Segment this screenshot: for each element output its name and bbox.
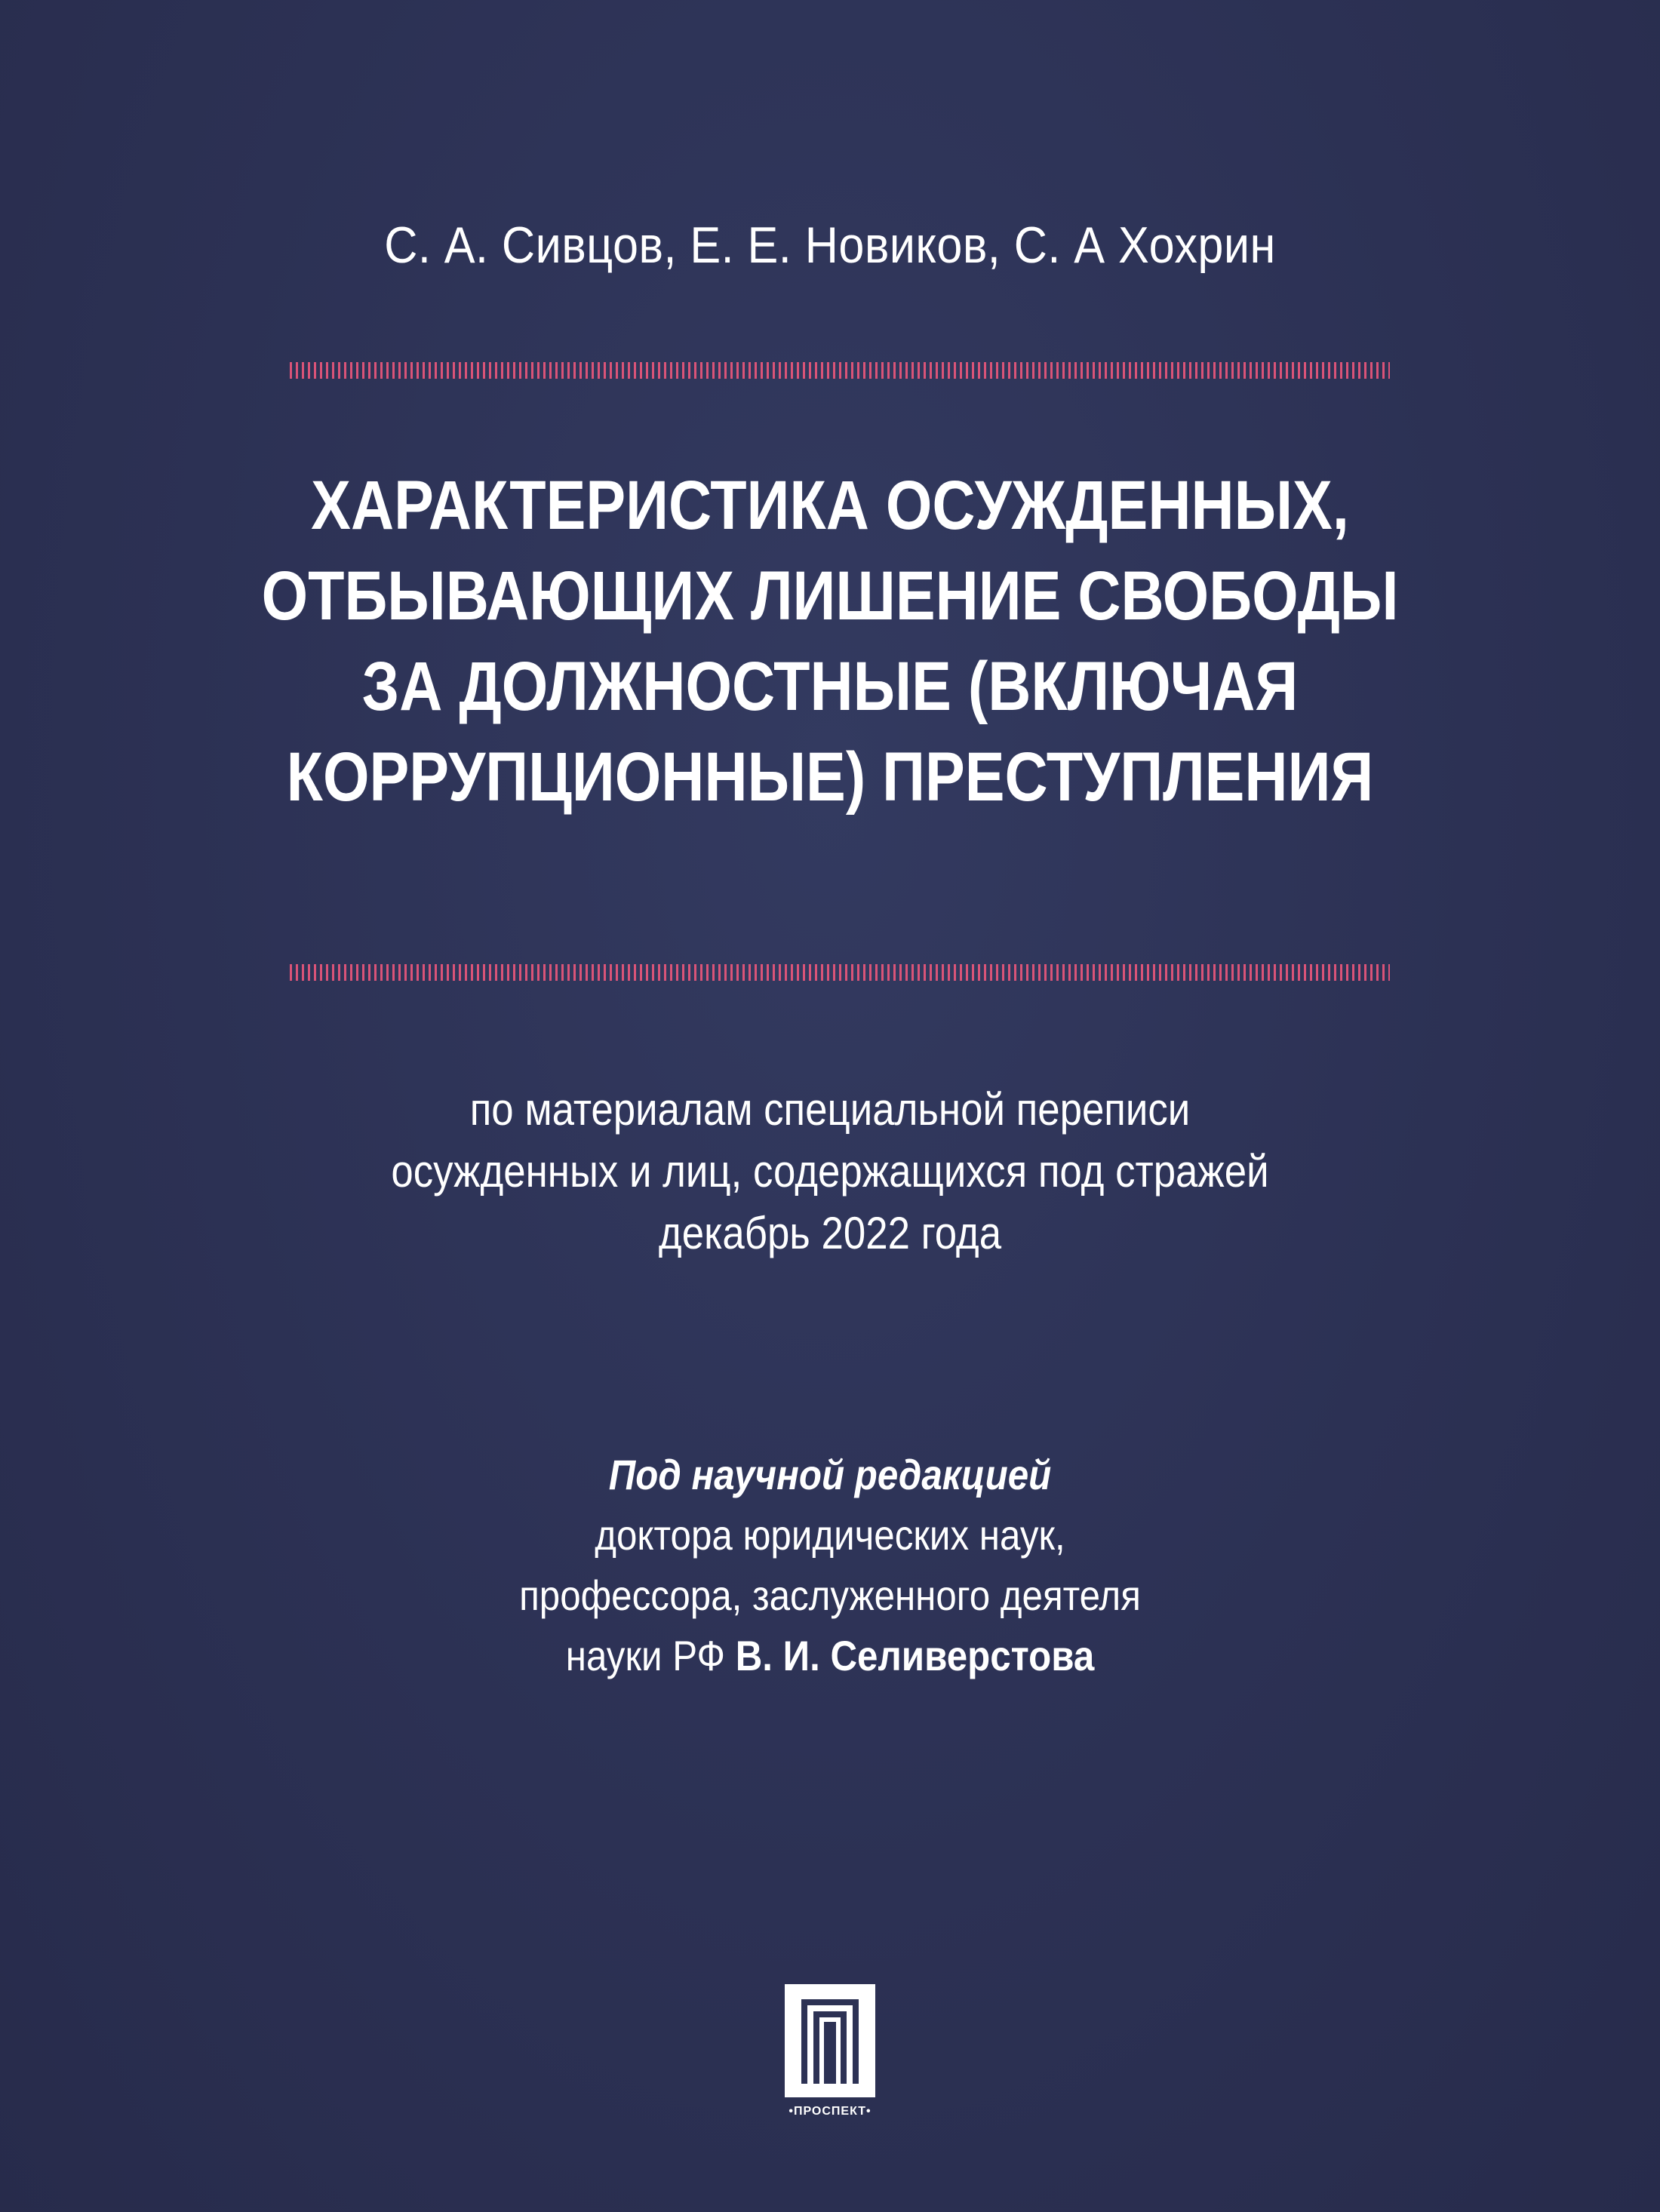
authors: С. А. Сивцов, Е. Е. Новиков, С. А Хохрин xyxy=(384,217,1276,274)
editor-line-prefix: науки РФ xyxy=(565,1632,736,1679)
editor-block xyxy=(100,1445,1560,1686)
top-divider xyxy=(290,362,1390,379)
title-line: ХАРАКТЕРИСТИКА ОСУЖДЕННЫХ, xyxy=(311,467,1349,544)
editor-line: доктора юридических наук, xyxy=(595,1511,1065,1559)
editor-heading: Под научной редакцией xyxy=(608,1451,1052,1498)
title-line: ОТБЫВАЮЩИХ ЛИШЕНИЕ СВОБОДЫ xyxy=(261,558,1399,634)
editor-name: В. И. Селиверстова xyxy=(735,1632,1095,1679)
book-title xyxy=(116,460,1544,822)
editor-line: профессора, заслуженного деятеля xyxy=(519,1571,1141,1619)
title-line: КОРРУПЦИОННЫЕ) ПРЕСТУПЛЕНИЯ xyxy=(286,739,1374,816)
subtitle-line: осужденных и лиц, содержащихся под стражей xyxy=(391,1146,1269,1197)
bottom-divider xyxy=(290,964,1390,981)
subtitle-line: декабрь 2022 года xyxy=(658,1208,1002,1258)
title-line: ЗА ДОЛЖНОСТНЫЕ (ВКЛЮЧАЯ xyxy=(361,648,1299,725)
publisher-logo-icon xyxy=(785,1984,875,2097)
subtitle xyxy=(100,1079,1560,1264)
publisher-logo-text: •ПРОСПЕКТ• xyxy=(788,2105,872,2118)
subtitle-line: по материалам специальной переписи xyxy=(469,1084,1191,1135)
editor-line xyxy=(100,1626,1560,1686)
